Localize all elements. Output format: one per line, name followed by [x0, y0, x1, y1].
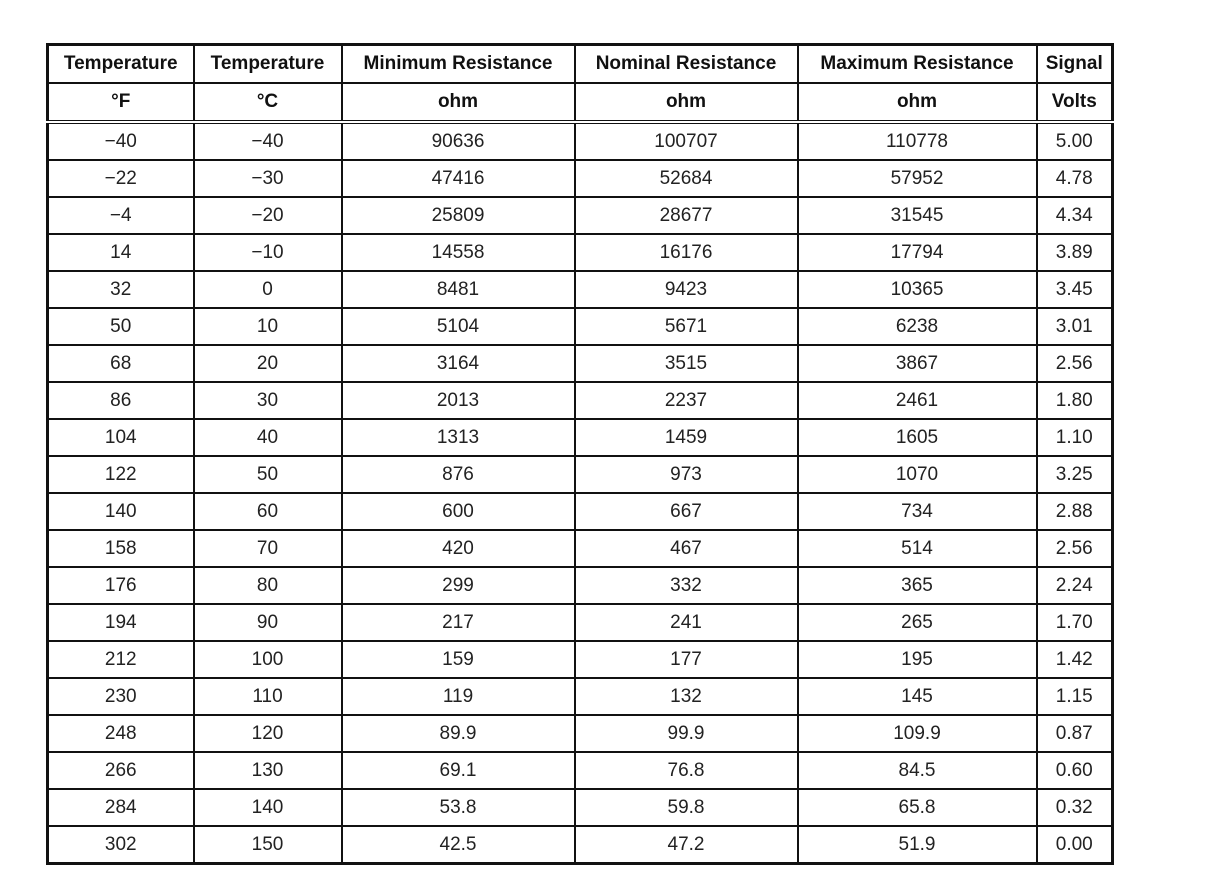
max-resistance-cell: 365 — [798, 567, 1037, 604]
unit-volts: Volts — [1037, 83, 1113, 122]
signal-volts-cell: 3.25 — [1037, 456, 1113, 493]
unit-min-ohm: ohm — [342, 83, 575, 122]
signal-volts-cell: 0.32 — [1037, 789, 1113, 826]
min-resistance-cell: 69.1 — [342, 752, 575, 789]
signal-volts-cell: 2.88 — [1037, 493, 1113, 530]
nominal-resistance-cell: 241 — [575, 604, 798, 641]
table-row — [48, 419, 1113, 456]
temp-f-cell: −22 — [48, 160, 194, 197]
signal-volts-cell: 1.15 — [1037, 678, 1113, 715]
temp-c-cell: 0 — [194, 271, 342, 308]
max-resistance-cell: 57952 — [798, 160, 1037, 197]
min-resistance-cell: 14558 — [342, 234, 575, 271]
temp-c-cell: −40 — [194, 122, 342, 160]
table-row — [48, 493, 1113, 530]
temp-f-cell: 194 — [48, 604, 194, 641]
unit-celsius: °C — [194, 83, 342, 122]
signal-volts-cell: 4.34 — [1037, 197, 1113, 234]
temp-c-cell: 130 — [194, 752, 342, 789]
nominal-resistance-cell: 2237 — [575, 382, 798, 419]
signal-volts-cell: 3.01 — [1037, 308, 1113, 345]
temp-f-cell: 86 — [48, 382, 194, 419]
temp-f-cell: 50 — [48, 308, 194, 345]
unit-fahrenheit: °F — [48, 83, 194, 122]
table-row — [48, 641, 1113, 678]
temp-f-cell: −4 — [48, 197, 194, 234]
min-resistance-cell: 1313 — [342, 419, 575, 456]
table-row — [48, 567, 1113, 604]
table-row — [48, 197, 1113, 234]
min-resistance-cell: 3164 — [342, 345, 575, 382]
min-resistance-cell: 5104 — [342, 308, 575, 345]
nominal-resistance-cell: 100707 — [575, 122, 798, 160]
temp-f-cell: 68 — [48, 345, 194, 382]
table-row — [48, 345, 1113, 382]
signal-volts-cell: 3.89 — [1037, 234, 1113, 271]
temp-f-cell: 248 — [48, 715, 194, 752]
temp-f-cell: −40 — [48, 122, 194, 160]
header-temperature-c: Temperature — [194, 45, 342, 84]
max-resistance-cell: 84.5 — [798, 752, 1037, 789]
nominal-resistance-cell: 667 — [575, 493, 798, 530]
min-resistance-cell: 600 — [342, 493, 575, 530]
max-resistance-cell: 3867 — [798, 345, 1037, 382]
unit-max-ohm: ohm — [798, 83, 1037, 122]
header-minimum-resistance: Minimum Resistance — [342, 45, 575, 84]
temp-c-cell: −10 — [194, 234, 342, 271]
nominal-resistance-cell: 76.8 — [575, 752, 798, 789]
temp-c-cell: 10 — [194, 308, 342, 345]
min-resistance-cell: 25809 — [342, 197, 575, 234]
temp-f-cell: 140 — [48, 493, 194, 530]
min-resistance-cell: 89.9 — [342, 715, 575, 752]
temp-c-cell: −20 — [194, 197, 342, 234]
nominal-resistance-cell: 99.9 — [575, 715, 798, 752]
temp-c-cell: 70 — [194, 530, 342, 567]
temp-c-cell: 60 — [194, 493, 342, 530]
min-resistance-cell: 119 — [342, 678, 575, 715]
temp-f-cell: 158 — [48, 530, 194, 567]
max-resistance-cell: 10365 — [798, 271, 1037, 308]
temp-f-cell: 284 — [48, 789, 194, 826]
temp-c-cell: 90 — [194, 604, 342, 641]
max-resistance-cell: 6238 — [798, 308, 1037, 345]
signal-volts-cell: 1.42 — [1037, 641, 1113, 678]
table-row — [48, 715, 1113, 752]
header-temperature-f: Temperature — [48, 45, 194, 84]
max-resistance-cell: 31545 — [798, 197, 1037, 234]
signal-volts-cell: 0.87 — [1037, 715, 1113, 752]
table-row — [48, 530, 1113, 567]
min-resistance-cell: 2013 — [342, 382, 575, 419]
max-resistance-cell: 109.9 — [798, 715, 1037, 752]
max-resistance-cell: 51.9 — [798, 826, 1037, 864]
temp-f-cell: 230 — [48, 678, 194, 715]
nominal-resistance-cell: 9423 — [575, 271, 798, 308]
max-resistance-cell: 1605 — [798, 419, 1037, 456]
max-resistance-cell: 514 — [798, 530, 1037, 567]
resistance-table — [46, 43, 1114, 865]
signal-volts-cell: 2.56 — [1037, 530, 1113, 567]
temp-f-cell: 266 — [48, 752, 194, 789]
min-resistance-cell: 8481 — [342, 271, 575, 308]
temp-f-cell: 14 — [48, 234, 194, 271]
min-resistance-cell: 42.5 — [342, 826, 575, 864]
max-resistance-cell: 195 — [798, 641, 1037, 678]
nominal-resistance-cell: 28677 — [575, 197, 798, 234]
nominal-resistance-cell: 177 — [575, 641, 798, 678]
nominal-resistance-cell: 973 — [575, 456, 798, 493]
table-row — [48, 160, 1113, 197]
table-row — [48, 678, 1113, 715]
signal-volts-cell: 0.00 — [1037, 826, 1113, 864]
max-resistance-cell: 2461 — [798, 382, 1037, 419]
header-signal: Signal — [1037, 45, 1113, 84]
table-row — [48, 752, 1113, 789]
min-resistance-cell: 299 — [342, 567, 575, 604]
unit-nominal-ohm: ohm — [575, 83, 798, 122]
temp-c-cell: 150 — [194, 826, 342, 864]
table-row — [48, 308, 1113, 345]
nominal-resistance-cell: 5671 — [575, 308, 798, 345]
nominal-resistance-cell: 3515 — [575, 345, 798, 382]
min-resistance-cell: 217 — [342, 604, 575, 641]
nominal-resistance-cell: 332 — [575, 567, 798, 604]
table-body — [48, 122, 1113, 864]
max-resistance-cell: 734 — [798, 493, 1037, 530]
signal-volts-cell: 1.80 — [1037, 382, 1113, 419]
nominal-resistance-cell: 52684 — [575, 160, 798, 197]
temp-c-cell: 110 — [194, 678, 342, 715]
min-resistance-cell: 90636 — [342, 122, 575, 160]
temp-c-cell: 20 — [194, 345, 342, 382]
temp-f-cell: 122 — [48, 456, 194, 493]
table-row — [48, 826, 1113, 864]
signal-volts-cell: 3.45 — [1037, 271, 1113, 308]
temp-f-cell: 176 — [48, 567, 194, 604]
temp-c-cell: 50 — [194, 456, 342, 493]
signal-volts-cell: 1.10 — [1037, 419, 1113, 456]
signal-volts-cell: 0.60 — [1037, 752, 1113, 789]
nominal-resistance-cell: 1459 — [575, 419, 798, 456]
table-row — [48, 382, 1113, 419]
temp-f-cell: 104 — [48, 419, 194, 456]
temp-c-cell: 40 — [194, 419, 342, 456]
temp-c-cell: 80 — [194, 567, 342, 604]
temp-f-cell: 32 — [48, 271, 194, 308]
unit-row — [48, 83, 1113, 122]
table-header — [48, 45, 1113, 123]
table-row — [48, 122, 1113, 160]
max-resistance-cell: 145 — [798, 678, 1037, 715]
min-resistance-cell: 159 — [342, 641, 575, 678]
nominal-resistance-cell: 59.8 — [575, 789, 798, 826]
signal-volts-cell: 1.70 — [1037, 604, 1113, 641]
nominal-resistance-cell: 467 — [575, 530, 798, 567]
signal-volts-cell: 4.78 — [1037, 160, 1113, 197]
max-resistance-cell: 17794 — [798, 234, 1037, 271]
temp-f-cell: 212 — [48, 641, 194, 678]
temp-c-cell: −30 — [194, 160, 342, 197]
signal-volts-cell: 5.00 — [1037, 122, 1113, 160]
max-resistance-cell: 265 — [798, 604, 1037, 641]
signal-volts-cell: 2.24 — [1037, 567, 1113, 604]
table-row — [48, 604, 1113, 641]
min-resistance-cell: 420 — [342, 530, 575, 567]
nominal-resistance-cell: 16176 — [575, 234, 798, 271]
min-resistance-cell: 53.8 — [342, 789, 575, 826]
table-row — [48, 271, 1113, 308]
temp-c-cell: 140 — [194, 789, 342, 826]
temp-c-cell: 30 — [194, 382, 342, 419]
header-row — [48, 45, 1113, 84]
min-resistance-cell: 47416 — [342, 160, 575, 197]
max-resistance-cell: 110778 — [798, 122, 1037, 160]
nominal-resistance-cell: 47.2 — [575, 826, 798, 864]
max-resistance-cell: 65.8 — [798, 789, 1037, 826]
table-row — [48, 456, 1113, 493]
header-nominal-resistance: Nominal Resistance — [575, 45, 798, 84]
temp-c-cell: 100 — [194, 641, 342, 678]
header-maximum-resistance: Maximum Resistance — [798, 45, 1037, 84]
max-resistance-cell: 1070 — [798, 456, 1037, 493]
table-row — [48, 234, 1113, 271]
min-resistance-cell: 876 — [342, 456, 575, 493]
temp-c-cell: 120 — [194, 715, 342, 752]
signal-volts-cell: 2.56 — [1037, 345, 1113, 382]
nominal-resistance-cell: 132 — [575, 678, 798, 715]
temp-f-cell: 302 — [48, 826, 194, 864]
table-row — [48, 789, 1113, 826]
